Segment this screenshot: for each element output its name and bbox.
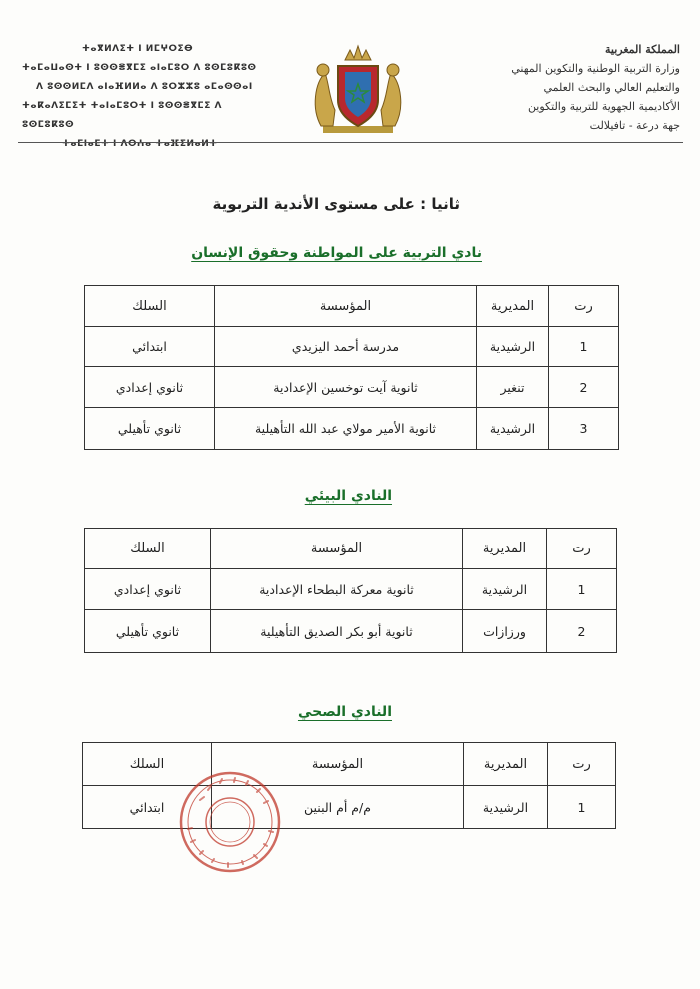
cell-directorate: الرشيدية bbox=[463, 569, 547, 610]
header-line: جهة درعة - تافيلالت bbox=[589, 119, 680, 132]
col-header-number: رت bbox=[548, 743, 616, 786]
cell-number: 3 bbox=[549, 408, 619, 450]
cell-level: ثانوي تأهيلي bbox=[85, 408, 215, 450]
table-header-row bbox=[83, 743, 616, 786]
cell-directorate: تنغير bbox=[477, 367, 549, 408]
header-line: الأكاديمية الجهوية للتربية والتكوين bbox=[527, 100, 680, 113]
table-row bbox=[83, 786, 616, 829]
cell-number: 2 bbox=[549, 367, 619, 408]
header-line: وزارة التربية الوطنية والتكوين المهني bbox=[511, 62, 680, 75]
cell-institution: ثانوية آيت توخسين الإعدادية bbox=[215, 367, 477, 408]
cell-number: 1 bbox=[548, 786, 616, 829]
table-header-row bbox=[85, 529, 617, 569]
header-line: ⵜⴰⴽⴰⴷⵉⵎⵉⵜ ⵜⴰⵏⴰⵎⵓⵔⵜ ⵏ ⵓⵙⵙⴻⴳⵎⵉ ⴷ ⵓⵙⵎⵓⴽⵓⵙ bbox=[22, 101, 222, 130]
cell-institution: ثانوية الأمير مولاي عبد الله التأهيلية bbox=[215, 408, 477, 450]
header-divider bbox=[18, 142, 683, 143]
header-line: المملكة المغربية bbox=[605, 43, 680, 56]
table-header-row bbox=[85, 286, 619, 327]
club-table-citizenship bbox=[84, 285, 619, 450]
club-title-environment: النادي البيئي bbox=[304, 488, 392, 504]
table-row bbox=[85, 569, 617, 610]
cell-directorate: الرشيدية bbox=[464, 786, 548, 829]
cell-level: ثانوي تأهيلي bbox=[85, 610, 211, 653]
cell-level: ابتدائي bbox=[83, 786, 212, 829]
table-row bbox=[85, 327, 619, 367]
col-header-directorate: المديرية bbox=[463, 529, 547, 569]
col-header-level: السلك bbox=[85, 529, 211, 569]
header-line: ⵜⴰⵎⵏⴰⴹⵜ ⵏ ⴷⵔⵄⴰ ⵜⴰⴼⵉⵍⴰⵍⵜ bbox=[62, 139, 218, 149]
club-title-citizenship: نادي التربية على المواطنة وحقوق الإنسان bbox=[191, 245, 482, 261]
header-line: ⵜⴰⴳⵍⴷⵉⵜ ⵏ ⵍⵎⵖⵔⵉⴱ bbox=[82, 44, 194, 54]
col-header-number: رت bbox=[547, 529, 617, 569]
col-header-level: السلك bbox=[83, 743, 212, 786]
cell-institution: م/م أم البنين bbox=[212, 786, 464, 829]
cell-directorate: الرشيدية bbox=[477, 327, 549, 367]
cell-number: 1 bbox=[549, 327, 619, 367]
club-table-health bbox=[82, 742, 616, 829]
header-line: والتعليم العالي والبحث العلمي bbox=[543, 81, 680, 94]
table-row bbox=[85, 408, 619, 450]
cell-level: ثانوي إعدادي bbox=[85, 569, 211, 610]
official-stamp bbox=[178, 770, 282, 874]
col-header-institution: المؤسسة bbox=[212, 743, 464, 786]
cell-institution: ثانوية أبو بكر الصديق التأهيلية bbox=[211, 610, 463, 653]
col-header-number: رت bbox=[549, 286, 619, 327]
cell-level: ثانوي إعدادي bbox=[85, 367, 215, 408]
cell-number: 1 bbox=[547, 569, 617, 610]
col-header-level: السلك bbox=[85, 286, 215, 327]
club-title-health: النادي الصحي bbox=[297, 704, 392, 720]
cell-institution: مدرسة أحمد اليزيدي bbox=[215, 327, 477, 367]
col-header-institution: المؤسسة bbox=[215, 286, 477, 327]
col-header-directorate: المديرية bbox=[477, 286, 549, 327]
section-title: ثانيا : على مستوى الأندية التربوية bbox=[212, 195, 460, 213]
cell-number: 2 bbox=[547, 610, 617, 653]
club-table-environment bbox=[84, 528, 617, 653]
header-right bbox=[460, 40, 680, 135]
header-line: ⴷ ⵓⵙⵙⵍⵎⴷ ⴰⵏⴰⴼⵍⵍⴰ ⴷ ⵓⵔⵣⵣⵓ ⴰⵎⴰⵙⵙⴰⵏ bbox=[36, 82, 253, 92]
header-line: ⵜⴰⵎⴰⵡⴰⵙⵜ ⵏ ⵓⵙⵙⴻⴳⵎⵉ ⴰⵏⴰⵎⵓⵔ ⴷ ⵓⵙⵎⵓⴽⵓⵙ bbox=[22, 63, 257, 73]
header-left bbox=[22, 40, 277, 154]
cell-institution: ثانوية معركة البطحاء الإعدادية bbox=[211, 569, 463, 610]
coat-of-arms-emblem bbox=[303, 38, 413, 138]
col-header-institution: المؤسسة bbox=[211, 529, 463, 569]
table-row bbox=[85, 367, 619, 408]
table-row bbox=[85, 610, 617, 653]
cell-directorate: الرشيدية bbox=[477, 408, 549, 450]
cell-directorate: ورزازات bbox=[463, 610, 547, 653]
col-header-directorate: المديرية bbox=[464, 743, 548, 786]
cell-level: ابتدائي bbox=[85, 327, 215, 367]
